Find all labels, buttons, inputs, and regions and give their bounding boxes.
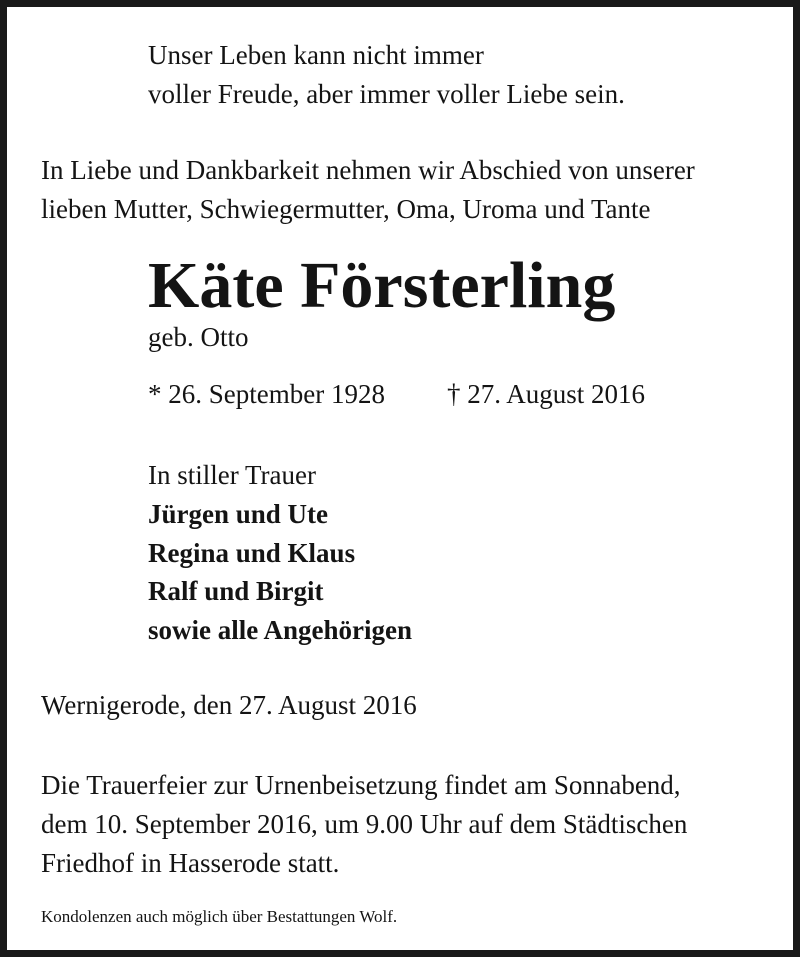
service-line-1: Die Trauerfeier zur Urnenbeisetzung findet am Sonnabend, <box>41 770 681 800</box>
service-line-2: dem 10. September 2016, um 9.00 Uhr auf dem Städtischen <box>41 809 688 839</box>
service-line-3: Friedhof in Hasserode statt. <box>41 848 340 878</box>
intro-line-2: lieben Mutter, Schwiegermutter, Oma, Uroma und Tante <box>41 194 651 224</box>
place-and-date: Wernigerode, den 27. August 2016 <box>41 690 417 720</box>
mourning-heading: In stiller Trauer <box>148 460 316 490</box>
mourner-name: sowie alle Angehörigen <box>148 615 412 645</box>
maiden-name: geb. Otto <box>148 322 249 352</box>
birth-date: * 26. September 1928 <box>148 379 385 409</box>
deceased-name: Käte Försterling <box>148 249 616 322</box>
death-date: † 27. August 2016 <box>447 379 646 409</box>
intro-line-1: In Liebe und Dankbarkeit nehmen wir Abschied von unserer <box>41 155 695 185</box>
motto-line-2: voller Freude, aber immer voller Liebe sein. <box>148 79 625 109</box>
motto-line-1: Unser Leben kann nicht immer <box>148 40 484 70</box>
condolence-note: Kondolenzen auch möglich über Bestattungen Wolf. <box>41 907 398 926</box>
mourner-name: Regina und Klaus <box>148 538 356 568</box>
mourner-name: Ralf und Birgit <box>148 576 324 606</box>
mourner-name: Jürgen und Ute <box>148 499 329 529</box>
